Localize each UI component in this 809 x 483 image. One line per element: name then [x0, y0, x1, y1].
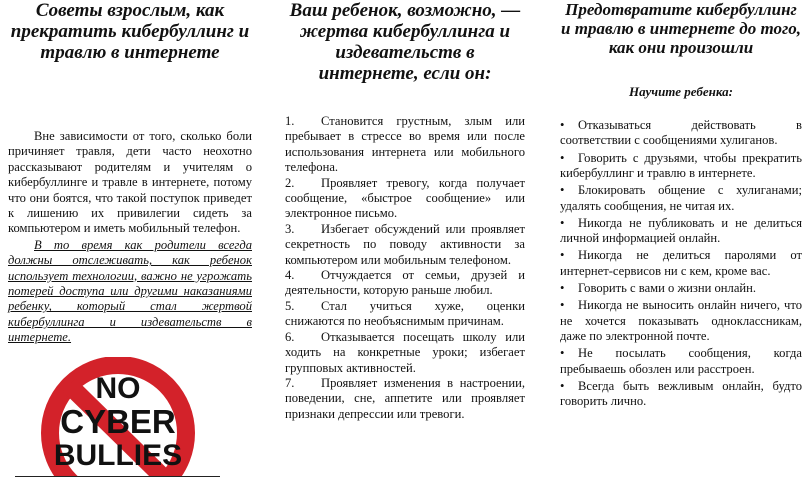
list-item — [560, 248, 802, 279]
list-item — [285, 268, 525, 299]
item-text: Всегда быть вежливым онлайн, будто говорить лично. — [560, 378, 802, 409]
list-item — [560, 151, 802, 182]
list-item — [560, 118, 802, 149]
item-text: Не посылать сообщения, когда пребываешь обозлен или расстроен. — [560, 346, 802, 376]
item-text: Говорить с вами о жизни онлайн. — [578, 281, 757, 296]
item-text: Стал учиться хуже, оценки снижаются по необъяснимым причинам. — [285, 298, 525, 329]
bullet-icon: • — [560, 183, 565, 198]
item-number: 2. — [285, 175, 295, 190]
item-text: Избегает обсуждений или проявляет секретность по поводу активности за компьютером или мобильным телефоном. — [285, 221, 525, 267]
list-item — [285, 330, 525, 376]
column2-title: Ваш ребенок, возможно, — жертва кибербуллинга и издевательств в интернете, если он: — [289, 0, 521, 84]
item-text: Становится грустным, злым или пребывает в стрессе во время или после использования интернета или мобильного телефона. — [285, 114, 525, 175]
prevention-list — [560, 118, 802, 410]
victim-signs-list — [285, 114, 525, 422]
list-item — [285, 222, 525, 268]
sign-word-no: NO — [95, 372, 141, 405]
item-number: 6. — [285, 329, 295, 344]
column-prevention — [560, 0, 802, 411]
item-text: Блокировать общение с хулиганами; удалять сообщения, не читая их. — [560, 183, 802, 213]
bullet-icon: • — [560, 215, 565, 230]
bullet-icon: • — [560, 281, 565, 296]
column1-paragraph-1: Вне зависимости от того, сколько боли причиняет травля, дети часто неохотно рассказывают родителям и учителям о кибербуллинге и травле в интернете, потому что они боятся, что такой поступок приведет к лишению их привилегии сидеть за компьютером и иметь мобильный телефон. — [8, 129, 252, 236]
bullet-icon: • — [560, 248, 565, 263]
list-item — [560, 379, 802, 410]
bullet-icon: • — [560, 118, 565, 132]
column1-title: Советы взрослым, как прекратить кибербуллинг и травлю в интернете — [10, 0, 250, 63]
list-item — [285, 176, 525, 222]
item-text: Никогда не делиться паролями от интернет-сервисов ни с кем, кроме вас. — [560, 248, 802, 278]
list-item — [285, 299, 525, 330]
bullet-icon: • — [560, 150, 565, 165]
list-item — [560, 298, 802, 344]
no-cyber-bullies-sign — [12, 357, 224, 477]
item-number: 5. — [285, 298, 295, 313]
bullet-icon: • — [560, 346, 565, 361]
item-text: Отказываться действовать в соответствии с сообщениями хулиганов. — [560, 118, 802, 148]
item-text: Проявляет тревогу, когда получает сообщение, «быстрое сообщение» или электронное письмо. — [285, 175, 525, 221]
item-number: 3. — [285, 221, 295, 236]
item-text: Отчуждается от семьи, друзей и деятельности, которую раньше любил. — [285, 268, 525, 298]
bullet-icon: • — [560, 298, 565, 313]
item-text: Говорить с друзьями, чтобы прекратить кибербуллинг и травлю в интернете. — [560, 150, 802, 181]
column1-paragraph-2: В то время как родители всегда должны отслеживать, как ребенок использует технологии, важно не угрожать потерей доступа или другими наказаниями ребенку, который стал жертвой кибербуллинга и издевательств в интернете. — [8, 237, 252, 345]
bottom-divider — [15, 476, 220, 477]
list-item — [285, 114, 525, 176]
list-item — [560, 346, 802, 377]
list-item — [285, 376, 525, 422]
list-item — [560, 183, 802, 214]
column3-title: Предотвратите кибербуллинг и травлю в интернете до того, как они произошли — [561, 0, 801, 57]
list-item — [560, 216, 802, 247]
column-advice-for-adults — [8, 0, 252, 346]
sign-word-bullies: BULLIES — [53, 439, 183, 472]
bullet-icon: • — [560, 378, 565, 393]
column3-subtitle: Научите ребенка: — [629, 84, 733, 99]
item-text: Отказывается посещать школу или ходить на конкретные уроки; избегает групповых активностей. — [285, 329, 525, 375]
item-text: Никогда не публиковать и не делиться личной информацией онлайн. — [560, 215, 802, 246]
item-number: 4. — [285, 268, 295, 283]
column-victim-signs — [285, 0, 525, 422]
sign-word-cyber: CYBER — [60, 403, 176, 440]
item-number: 7. — [285, 375, 295, 390]
item-text: Проявляет изменения в настроении, поведении, сне, аппетите или проявляет признаки депрессии или тревоги. — [285, 375, 525, 421]
list-item — [560, 281, 802, 296]
item-text: Никогда не выносить онлайн ничего, что не хочется показывать одноклассникам, даже по электронной почте. — [560, 298, 802, 344]
item-number: 1. — [285, 114, 295, 128]
